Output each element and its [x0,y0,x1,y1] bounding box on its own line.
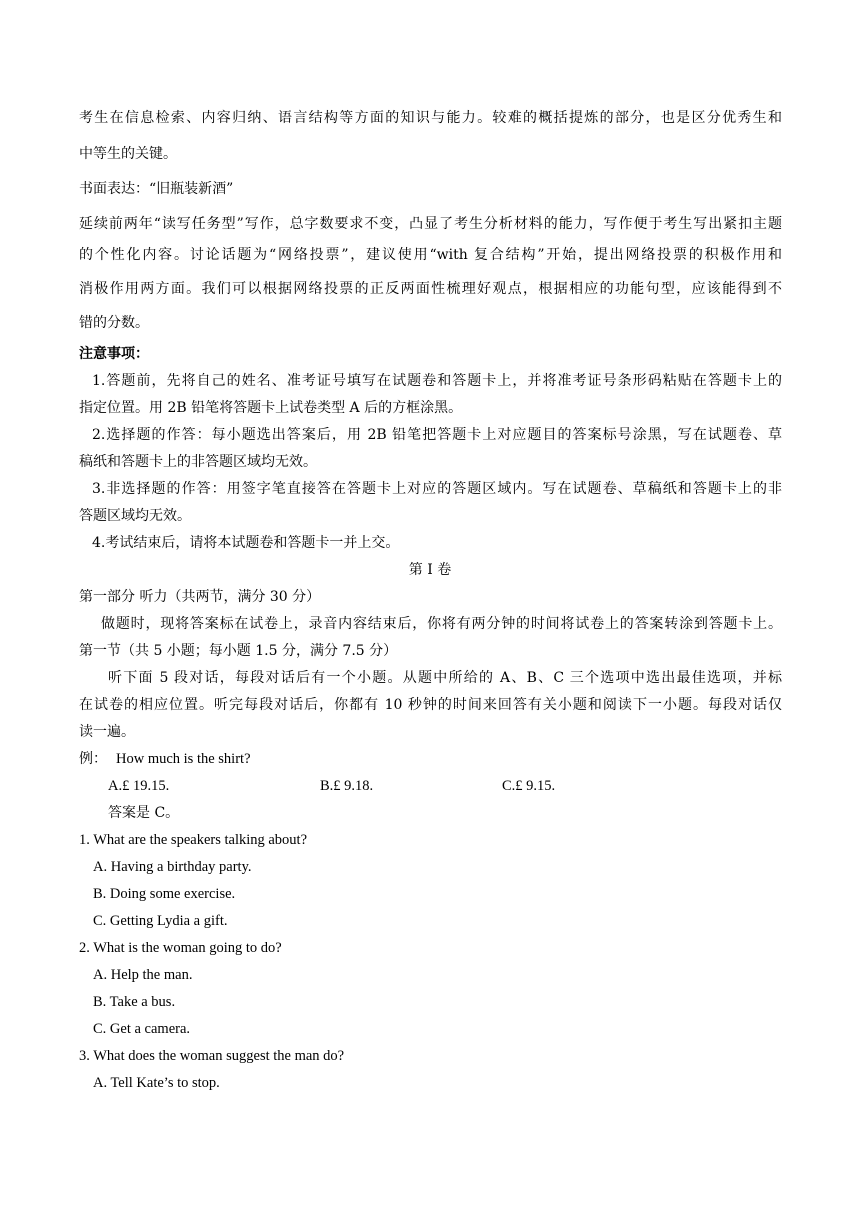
example-option: B.£ 9.18. [320,778,374,794]
note-item: 指定位置。用 2B 铅笔将答题卡上试卷类型 A 后的方框涂黑。 [79,400,463,416]
part-instruction: 做题时，现将答案标在试卷上，录音内容结束后，你将有两分钟的时间将试卷上的答案转涂到答题卡上。 [101,616,782,632]
note-item: 1.答题前，先将自己的姓名、准考证号填写在试题卷和答题卡上，并将准考证号条形码粘贴在答题卡上的 [92,373,782,389]
example-label: 例： [79,751,107,767]
example-answer: 答案是 C。 [108,805,180,821]
section-instruction: 在试卷的相应位置。听完每段对话后，你都有 10 秒钟的时间来回答有关小题和阅读下一小题。每段对话仅 [79,697,782,713]
intro-text-line: 考生在信息检索、内容归纳、语言结构等方面的知识与能力。较难的概括提炼的部分，也是区分优秀生和 [79,110,782,126]
writing-text-line: 延续前两年“读写任务型”写作，总字数要求不变，凸显了考生分析材料的能力，写作便于考生写出紧扣主题 [79,216,782,232]
question-text: 1. What are the speakers talking about? [79,832,308,848]
note-item: 4.考试结束后，请将本试题卷和答题卡一并上交。 [92,535,400,551]
note-item: 稿纸和答题卡上的非答题区域均无效。 [79,454,317,470]
question-option: A. Tell Kate’s to stop. [93,1075,220,1091]
writing-text-line: 错的分数。 [79,315,149,331]
writing-text-line: 消极作用两方面。我们可以根据网络投票的正反两面性梳理好观点，根据相应的功能句型，应该能得到不 [79,281,782,297]
note-item: 答题区域均无效。 [79,508,191,524]
section-instruction: 听下面 5 段对话，每段对话后有一个小题。从题中所给的 A、B、C 三个选项中选出最佳选项，并标 [108,670,782,686]
example-option: A.£ 19.15. [108,778,170,794]
notes-heading: 注意事项： [79,346,149,362]
example-question: How much is the shirt? [116,751,251,767]
question-option: B. Doing some exercise. [93,886,236,902]
note-item: 2.选择题的作答：每小题选出答案后，用 2B 铅笔把答题卡上对应题目的答案标号涂黑，写在试题卷、草 [92,427,782,443]
question-option: C. Get a camera. [93,1021,191,1037]
question-option: A. Having a birthday party. [93,859,252,875]
writing-text-line: 的个性化内容。讨论话题为“网络投票”，建议使用“with 复合结构”开始，提出网络投票的积极作用和 [79,247,782,263]
volume-title: 第 I 卷 [408,562,452,578]
question-option: A. Help the man. [93,967,193,983]
question-option: B. Take a bus. [93,994,176,1010]
question-option: C. Getting Lydia a gift. [93,913,228,929]
note-item: 3.非选择题的作答：用签字笔直接答在答题卡上对应的答题区域内。写在试题卷、草稿纸和答题卡上的非 [92,481,782,497]
question-text: 2. What is the woman going to do? [79,940,282,956]
section-title: 第一节（共 5 小题；每小题 1.5 分，满分 7.5 分） [79,643,398,659]
part-title: 第一部分 听力（共两节，满分 30 分） [79,589,321,605]
section-instruction: 读一遍。 [79,724,135,740]
writing-heading: 书面表达：“旧瓶装新酒” [79,181,234,197]
question-text: 3. What does the woman suggest the man do? [79,1048,345,1064]
example-option: C.£ 9.15. [502,778,556,794]
intro-text-line: 中等生的关键。 [79,146,177,162]
